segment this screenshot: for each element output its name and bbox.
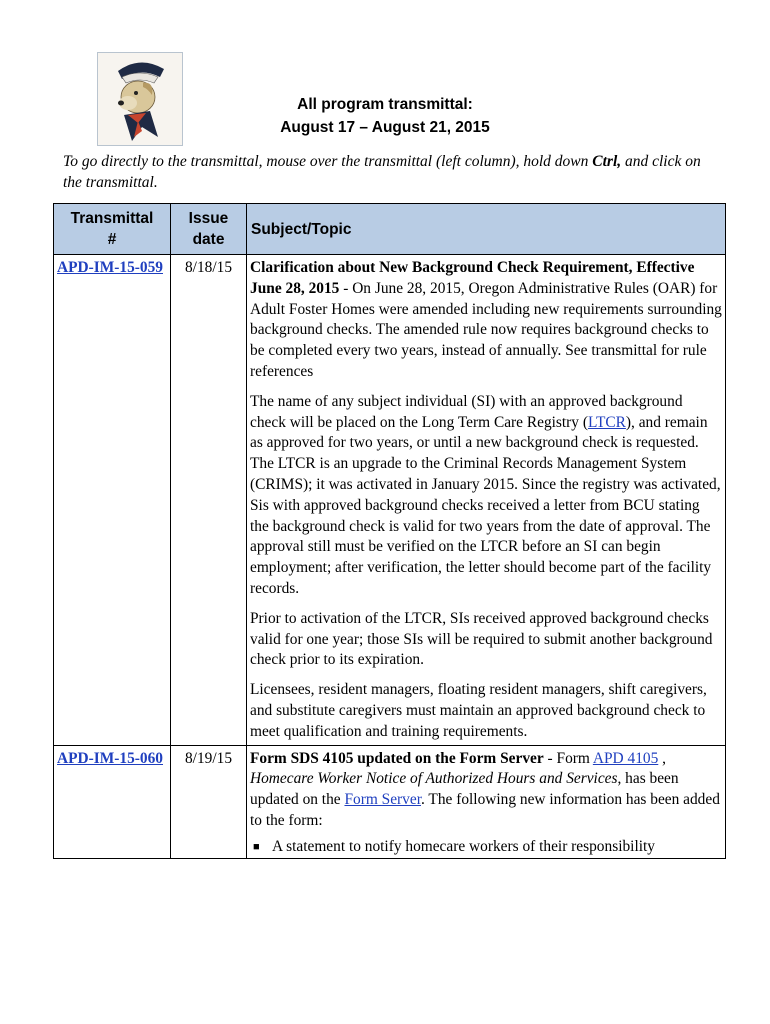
transmittal-table: [53, 203, 726, 859]
transmittal-cell: [54, 255, 171, 746]
subject-bullet-list: [247, 833, 726, 858]
p1-text-c: , has been updated on the: [250, 770, 679, 809]
issue-date-cell: 8/18/15: [171, 255, 247, 746]
instructions: [63, 151, 713, 193]
header-issue-date: [171, 204, 247, 255]
p1-text-d: . The following new information has been added to the form:: [250, 791, 720, 829]
p2-text-before: The name of any subject individual (SI) with an approved background check will be placed on the Long Term Care Registry (: [250, 392, 683, 431]
square-bullet-icon: ■: [253, 840, 260, 853]
transmittal-link-060[interactable]: APD-IM-15-060: [57, 749, 163, 767]
subject-paragraph-4: Licensees, resident managers, floating resident managers, shift caregivers, and substitute caregivers must maintain an approved background check to meet qualification and training requirements.: [247, 672, 726, 745]
instructions-text-1: To go directly to the transmittal, mouse over the transmittal (left column), hold down: [63, 153, 593, 170]
header-transmittal-line1: Transmittal: [70, 210, 154, 227]
header-issue-line2: date: [192, 231, 225, 248]
instructions-ctrl-key: Ctrl,: [592, 153, 622, 170]
page-title-line1: All program transmittal:: [297, 96, 473, 113]
subject-title-059: Clarification about New Background Check Requirement, Effective June 28, 2015: [250, 259, 695, 297]
subject-title-060: Form SDS 4105 updated on the Form Server: [250, 749, 544, 767]
table-header-row: [54, 204, 726, 255]
subject-text-059: - On June 28, 2015, Oregon Administrative Rules (OAR) for Adult Foster Homes were amended including new requirements surrounding background checks. The amended rule now requires background checks to be completed every two years, instead of annually. See transmittal for rule references: [250, 279, 722, 380]
header-subject: Subject/Topic: [247, 204, 726, 255]
subject-paragraph-2: [247, 384, 726, 601]
header-issue-line1: Issue: [188, 210, 229, 227]
page-title-date-range: August 17 – August 21, 2015: [280, 119, 490, 136]
p1-text-a: - Form: [543, 749, 593, 767]
transmittal-link-059[interactable]: APD-IM-15-059: [57, 259, 163, 276]
subject-paragraph-3: Prior to activation of the LTCR, SIs received approved background checks valid for one year; those SIs will be required to submit another background check prior to its expiration.: [247, 601, 726, 672]
table-row: [54, 255, 726, 384]
instructions-text-2: and click on the transmittal.: [63, 153, 701, 191]
bullet-item: [250, 837, 722, 858]
p2-text-after: ), and remain as approved for two years, or until a new background check is requested. The LTCR is an upgrade to the Criminal Records Management System (CRIMS); it was activated in January 2015. Since the registry was activated, Sis with approved background checks received a letter from BCU stating the background check is valid for two years from the date of approval. The approval still must be verified on the LTCR before an SI can begin employment; after verification, the letter should become part of the facility records.: [250, 413, 721, 597]
p1-text-b: ,: [658, 749, 666, 767]
table-row: [54, 745, 726, 833]
header-transmittal-line2: #: [107, 231, 117, 248]
form-title-italic: Homecare Worker Notice of Authorized Hours and Services: [250, 770, 618, 788]
apd-4105-link[interactable]: APD 4105: [592, 749, 659, 767]
header-transmittal: [54, 204, 171, 255]
transmittal-cell: [54, 745, 171, 858]
subject-paragraph-1: [247, 255, 726, 384]
bullet-text: A statement to notify homecare workers of their responsibility: [272, 837, 655, 855]
issue-date-cell: 8/19/15: [171, 745, 247, 858]
form-server-link[interactable]: Form Server: [344, 791, 421, 809]
subject-paragraph-1: [247, 745, 726, 833]
ltcr-link[interactable]: LTCR: [587, 413, 626, 431]
